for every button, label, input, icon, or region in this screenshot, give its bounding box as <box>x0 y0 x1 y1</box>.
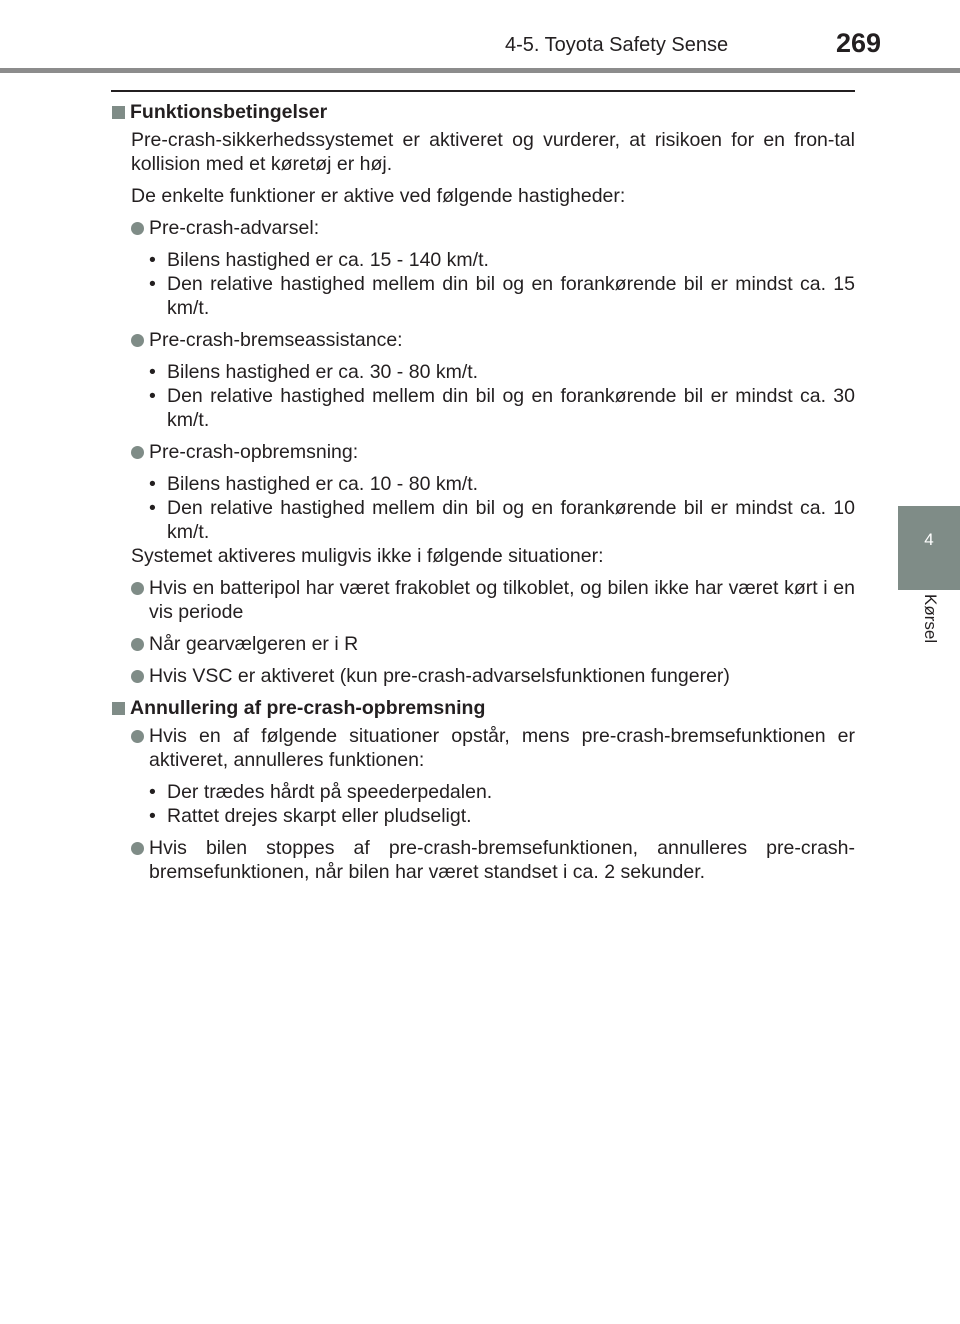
bullet-item <box>111 328 855 352</box>
bullet-item <box>111 836 855 884</box>
bullet-text: Når gearvælgeren er i R <box>149 633 359 655</box>
chapter-tab-label: Kørsel <box>921 594 940 644</box>
header-bar <box>0 68 960 73</box>
circle-bullet-icon <box>131 842 144 855</box>
circle-bullet-icon <box>131 670 144 683</box>
header-section-title: 4-5. Toyota Safety Sense <box>505 34 729 56</box>
bullet-item <box>111 664 855 688</box>
page-content <box>111 100 855 892</box>
section-heading <box>111 100 855 124</box>
sub-item <box>111 360 855 384</box>
dot-bullet-icon: • <box>149 273 156 295</box>
list-item <box>111 724 855 828</box>
bullet-item <box>111 440 855 464</box>
chapter-tab-number: 4 <box>924 530 934 549</box>
circle-bullet-icon <box>131 582 144 595</box>
dot-bullet-icon: • <box>149 497 156 519</box>
section-heading-text: Funktionsbetingelser <box>130 101 328 123</box>
sub-item <box>111 384 855 432</box>
dot-bullet-icon: • <box>149 361 156 383</box>
sub-item-text: Rattet drejes skarpt eller pludseligt. <box>167 805 472 827</box>
sub-item-text: Bilens hastighed er ca. 10 - 80 km/t. <box>167 473 479 495</box>
bullet-item <box>111 576 855 624</box>
section-heading-text: Annullering af pre-crash-opbremsning <box>130 697 486 719</box>
square-bullet-icon <box>112 702 125 715</box>
circle-bullet-icon <box>131 446 144 459</box>
section-heading <box>111 696 855 720</box>
circle-bullet-icon <box>131 638 144 651</box>
dot-bullet-icon: • <box>149 781 156 803</box>
circle-bullet-icon <box>131 730 144 743</box>
sub-item <box>111 496 855 544</box>
paragraph: Pre-crash-sikkerhedssystemet er aktiveret og vurderer, at risikoen for en fron-tal kollision med et køretøj er høj. <box>131 129 855 175</box>
paragraph: De enkelte funktioner er aktive ved følgende hastigheder: <box>131 185 626 207</box>
sub-item-text: Der trædes hårdt på speederpedalen. <box>167 781 493 803</box>
sub-item-text: Den relative hastighed mellem din bil og en forankørende bil er mindst ca. 10 km/t. <box>167 497 855 543</box>
bullet-item <box>111 724 855 772</box>
dot-bullet-icon: • <box>149 473 156 495</box>
dot-bullet-icon: • <box>149 805 156 827</box>
bullet-item <box>111 632 855 656</box>
paragraph: Systemet aktiveres muligvis ikke i følgende situationer: <box>131 545 604 567</box>
bullet-text: Hvis en batteripol har været frakoblet og tilkoblet, og bilen ikke har været kørt i en vis periode <box>149 577 855 623</box>
sub-item <box>111 780 855 804</box>
circle-bullet-icon <box>131 222 144 235</box>
circle-bullet-icon <box>131 334 144 347</box>
list-item <box>111 328 855 432</box>
section-divider <box>111 90 855 92</box>
bullet-text: Hvis en af følgende situationer opstår, mens pre-crash-bremsefunktionen er aktiveret, annulleres funktionen: <box>149 725 855 771</box>
sub-item <box>111 472 855 496</box>
bullet-text: Hvis bilen stoppes af pre-crash-bremsefunktionen, annulleres pre-crash-bremsefunktionen, når bilen har været standset i ca. 2 sekunder. <box>149 837 855 883</box>
chapter-tab[interactable] <box>898 506 960 590</box>
sub-item <box>111 272 855 320</box>
list-item <box>111 216 855 320</box>
bullet-text: Pre-crash-bremseassistance: <box>149 329 403 351</box>
bullet-text: Hvis VSC er aktiveret (kun pre-crash-advarselsfunktionen fungerer) <box>149 665 730 687</box>
sub-item <box>111 248 855 272</box>
sub-item-text: Den relative hastighed mellem din bil og en forankørende bil er mindst ca. 30 km/t. <box>167 385 855 431</box>
dot-bullet-icon: • <box>149 385 156 407</box>
bullet-text: Pre-crash-advarsel: <box>149 217 320 239</box>
chapter-tab-label-container <box>898 594 960 674</box>
dot-bullet-icon: • <box>149 249 156 271</box>
sub-item-text: Bilens hastighed er ca. 30 - 80 km/t. <box>167 361 479 383</box>
sub-item <box>111 804 855 828</box>
bullet-text: Pre-crash-opbremsning: <box>149 441 359 463</box>
page-number: 269 <box>836 28 882 58</box>
bullet-item <box>111 216 855 240</box>
sub-item-text: Bilens hastighed er ca. 15 - 140 km/t. <box>167 249 489 271</box>
square-bullet-icon <box>112 106 125 119</box>
sub-item-text: Den relative hastighed mellem din bil og en forankørende bil er mindst ca. 15 km/t. <box>167 273 855 319</box>
list-item <box>111 440 855 544</box>
